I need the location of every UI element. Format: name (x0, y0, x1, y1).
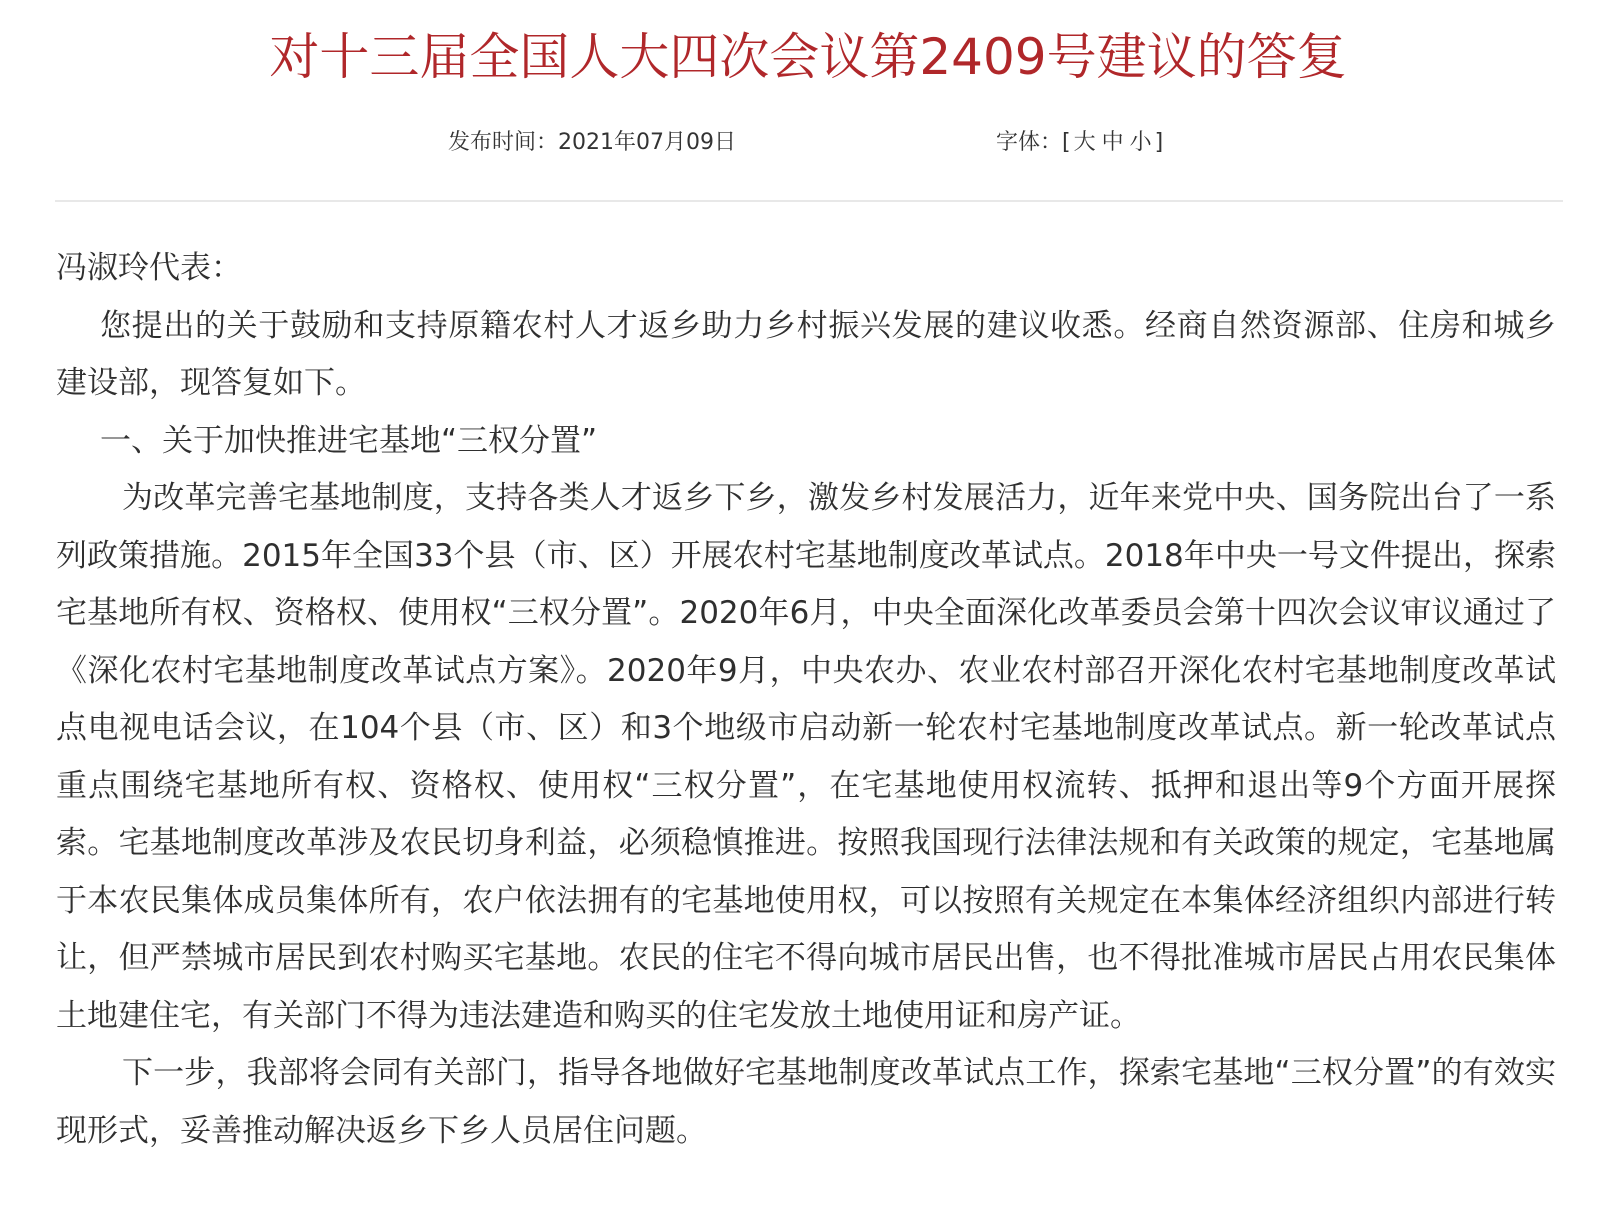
publish-date: 发布时间：2021年07月09日 (448, 130, 736, 155)
font-size-label: 字体： (996, 130, 1063, 155)
header-divider (55, 200, 1563, 202)
next-steps-paragraph: 下一步，我部将会同有关部门，指导各地做好宅基地制度改革试点工作，探索宅基地“三权分置”的有效实现形式，妥善推动解决返乡下乡人员居住问题。 (56, 1055, 1556, 1149)
font-bracket-close: ] (1154, 130, 1164, 155)
salutation: 冯淑玲代表： (56, 250, 242, 286)
font-bracket-open: [ (1062, 130, 1071, 155)
article-title: 对十三届全国人大四次会议第2409号建议的答复 (269, 28, 1347, 86)
font-size-medium-button[interactable]: 中 (1101, 130, 1124, 155)
intro-paragraph: 您提出的关于鼓励和支持原籍农村人才返乡助力乡村振兴发展的建议收悉。经商自然资源部、住房和城乡建设部，现答复如下。 (56, 307, 1556, 401)
font-size-selector (996, 128, 1163, 158)
body-paragraph: 为改革完善宅基地制度，支持各类人才返乡下乡，激发乡村发展活力，近年来党中央、国务院出台了一系列政策措施。2015年全国33个县（市、区）开展农村宅基地制度改革试点。2018年中央一号文件提出，探索宅基地所有权、资格权、使用权“三权分置”。2020年6月，中央全面深化改革委员会第十四次会议审议通过了《深化农村宅基地制度改革试点方案》。2020年9月，中央农办、农业农村部召开深化农村宅基地制度改革试点电视电话会议，在104个县（市、区）和3个地级市启动新一轮农村宅基地制度改革试点。新一轮改革试点重点围绕宅基地所有权、资格权、使用权“三权分置”，在宅基地使用权流转、抵押和退出等9个方面开展探索。宅基地制度改革涉及农民切身利益，必须稳慎推进。按照我国现行法律法规和有关政策的规定，宅基地属于本农民集体成员集体所有，农户依法拥有的宅基地使用权，可以按照有关规定在本集体经济组织内部进行转让，但严禁城市居民到农村购买宅基地。农民的住宅不得向城市居民出售，也不得批准城市居民占用农民集体土地建住宅，有关部门不得为违法建造和购买的住宅发放土地使用证和房产证。 (56, 480, 1556, 1034)
article-body (56, 240, 1556, 1160)
font-size-large-button[interactable]: 大 (1073, 130, 1096, 155)
font-size-small-button[interactable]: 小 (1129, 130, 1152, 155)
section-heading: 一、关于加快推进宅基地“三权分置” (100, 422, 598, 459)
